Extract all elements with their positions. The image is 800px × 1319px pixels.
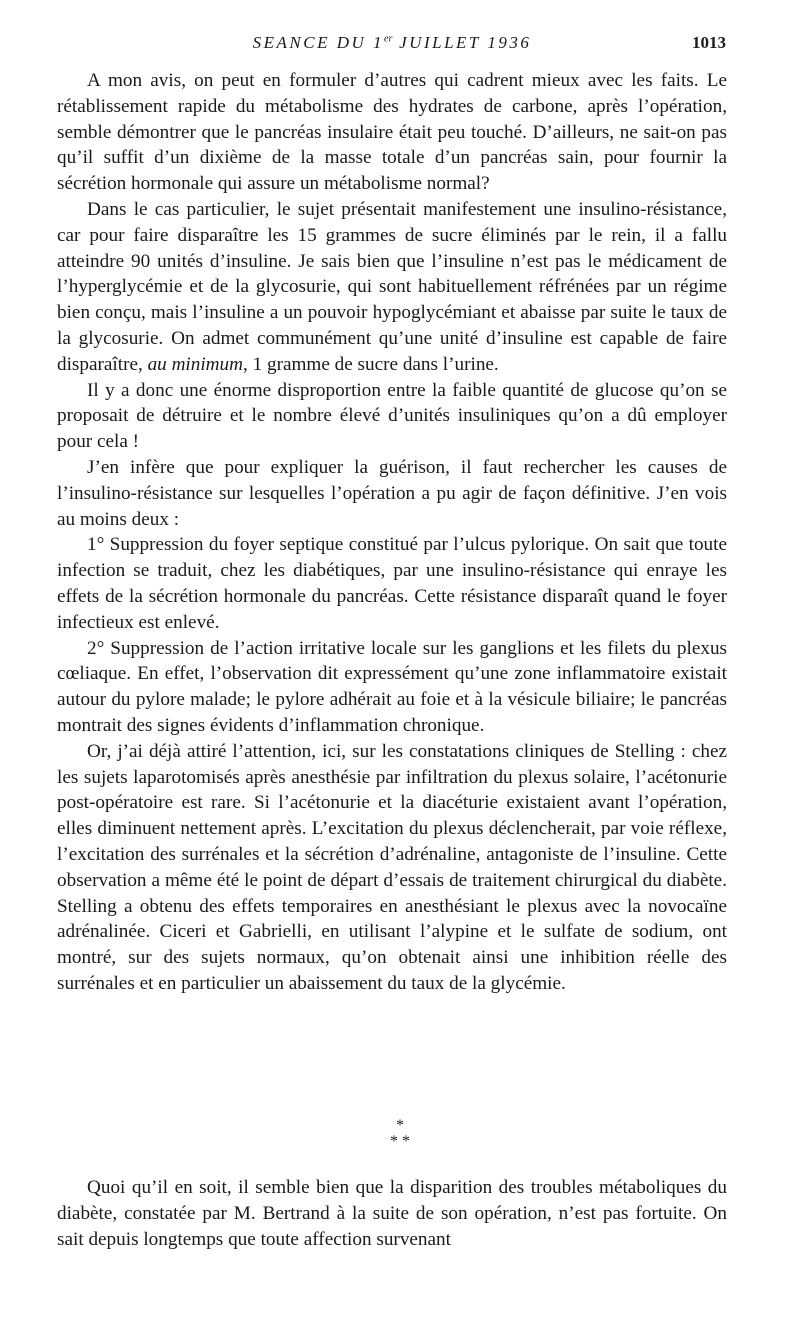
body-text — [57, 68, 727, 997]
paragraph-5: 1° Suppression du foyer septique constitué par l’ulcus pylorique. On sait que toute infection se traduit, chez les diabétiques, par une insulino-résistance qui enraye les effets de la sécrétion hormonale du pancréas. Cette résistance disparaît quand le foyer infectieux est enlevé. — [57, 534, 727, 633]
paragraph-7: Or, j’ai déjà attiré l’attention, ici, sur les constatations cliniques de Stelling : chez les sujets laparotomisés après anesthésie par infiltration du plexus solaire, l’acétonurie post-opératoire est rare. Si l’acétonurie et la diacéturie existaient avant l’opération, elles diminuent nettement après. L’excitation du plexus déclencherait, par voie réflexe, l’excitation des surrénales et la sécrétion d’adrénaline, antagoniste de l’insuline. Cette observation a même été le point de départ d’essais de traitement chirurgical du diabète. Stelling a obtenu des effets temporaires en anesthésiant le plexus avec la novocaïne adrénalinée. Ciceri et Gabrielli, en utilisant l’alypine et le sulfate de sodium, ont montré, sur des sujets normaux, qu’on obtenait ainsi une inhibition réelle des surrénales et en particulier un abaissement du taux de la glycémie. — [57, 740, 727, 994]
paragraph-8: Quoi qu’il en soit, il semble bien que la disparition des troubles métaboliques du diabète, constatée par M. Bertrand à la suite de son opération, n’est pas fortuite. On sait depuis longtemps que toute affection survenant — [57, 1177, 727, 1250]
running-head-after: JUILLET 1936 — [392, 33, 532, 52]
paragraph-6: 2° Suppression de l’action irritative locale sur les ganglions et les filets du plexus cœliaque. En effet, l’observation dit expressément qu’une zone inflammatoire existait autour du pylore malade; le pylore adhérait au foie et à la vésicule biliaire; le pancréas montrait des signes évidents d’inflammation chronique. — [57, 637, 727, 736]
page-header — [58, 33, 726, 57]
paragraph-2-text-start: Dans le cas particulier, le sujet présentait manifestement une insulino-résistance, car pour faire disparaître les 15 grammes de sucre éliminés par le rein, il a fallu atteindre 90 unités d’insuline. Je sais bien que l’insuline n’est pas le médicament de l’hyperglycémie et de la glycosurie, qui sont habituellement réfrénées par un régime bien conçu, mais l’insuline a un pouvoir hypoglycémiant et abaisse par suite le taux de la glycosurie. On admet communément qu’une unité d’insuline est capable de faire disparaître, — [57, 198, 727, 375]
running-head-superscript: er — [384, 33, 393, 45]
asterism-separator — [370, 1118, 430, 1158]
asterism-bottom: * * — [390, 1133, 410, 1150]
page-number: 1013 — [692, 33, 726, 52]
paragraph-2 — [57, 197, 727, 378]
closing-text — [57, 1175, 727, 1252]
paragraph-1: A mon avis, on peut en formuler d’autres qui cadrent mieux avec les faits. Le rétablissement rapide du métabolisme des hydrates de carbone, après l’opération, semble démontrer que le pancréas insulaire était peu touché. D’ailleurs, ne sait-on pas qu’il suffit d’un dixième de la masse totale d’un pancréas sain, pour fournir la sécrétion hormonale qui assure un métabolisme normal? — [57, 70, 727, 195]
paragraph-3: Il y a donc une énorme disproportion entre la faible quantité de glucose qu’on se proposait de détruire et le nombre élevé d’unités insuliniques qu’on a dû employer pour cela ! — [57, 379, 727, 453]
paragraph-4: J’en infère que pour expliquer la guérison, il faut rechercher les causes de l’insulino-résistance sur lesquelles l’opération a pu agir de façon définitive. J’en vois au moins deux : — [57, 456, 727, 530]
running-head-before: SEANCE DU 1 — [252, 33, 385, 52]
paragraph-2-emphasis: au minimum — [147, 353, 243, 375]
paragraph-2-text-end: , 1 gramme de sucre dans l’urine. — [242, 353, 499, 375]
asterism-top: * — [396, 1117, 404, 1134]
running-head — [58, 33, 726, 53]
